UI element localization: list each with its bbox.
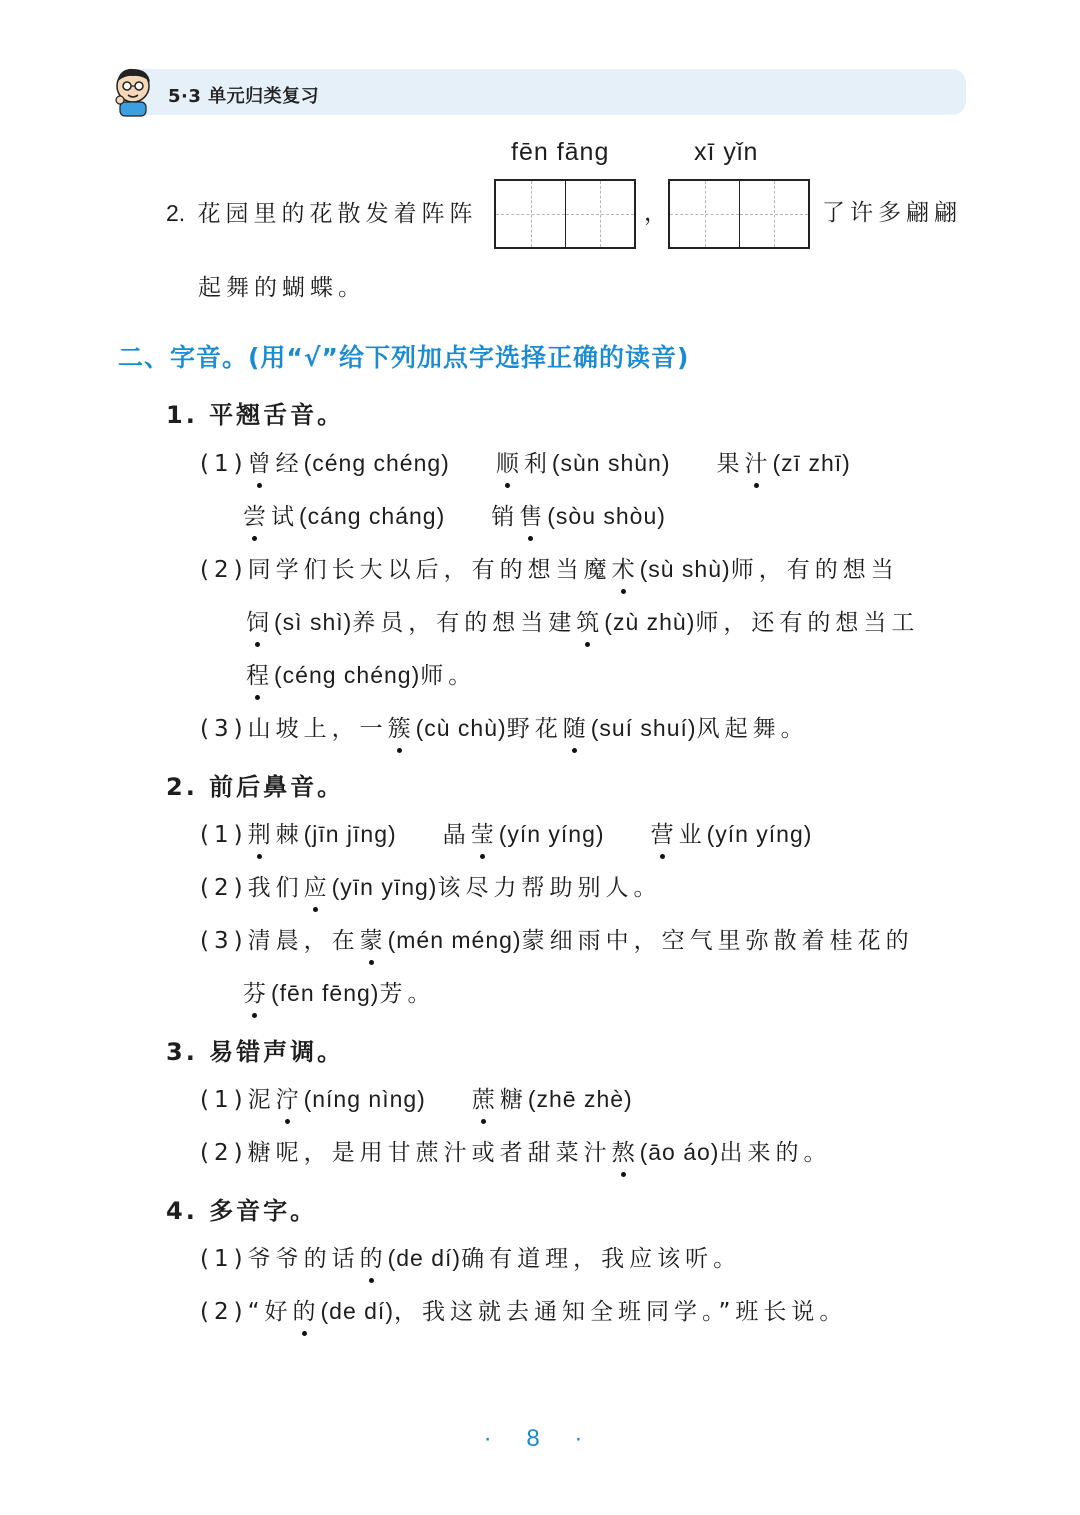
dotted-char: 熬	[611, 1140, 640, 1166]
p2-item3-row2	[243, 978, 435, 1009]
word-char: 晶	[442, 822, 471, 848]
word-char: 利	[523, 451, 552, 477]
p4-item1	[200, 1243, 741, 1274]
p1-item1-row2	[243, 501, 666, 532]
p1-item2-row3	[246, 660, 476, 691]
sentence-text: (3)山坡上，一	[200, 716, 388, 742]
sentence-text: 风起舞。	[696, 716, 809, 742]
item-label: (1)	[200, 822, 248, 848]
sentence-text: (2)糖呢，是用甘蔗汁或者甜菜汁	[200, 1140, 612, 1166]
p1-item1-row1	[200, 448, 851, 479]
dotted-char: 应	[303, 875, 332, 901]
pinyin-choice[interactable]: (zhē zhè)	[527, 1086, 633, 1112]
dotted-char: 营	[650, 822, 679, 848]
sentence-text: 养员，有的想当建	[352, 610, 577, 636]
dotted-char: 芬	[243, 981, 271, 1007]
pinyin-hint-2: xī yǐn	[694, 138, 759, 166]
sentence-text: 确有道理，我应该听。	[461, 1246, 742, 1272]
dotted-char: 尝	[243, 504, 271, 530]
pinyin-choice[interactable]: (yīn yīng)	[331, 874, 438, 900]
pinyin-choice[interactable]: (sù shù)	[639, 556, 731, 582]
answer-box-1[interactable]	[494, 179, 636, 249]
pinyin-choice[interactable]: (fēn fēng)	[271, 980, 380, 1006]
word-char: 泥	[247, 1087, 276, 1113]
sentence-text: 野花	[506, 716, 563, 742]
page-number: · 8 ·	[483, 1425, 597, 1452]
pinyin-choice[interactable]: (sùn shùn)	[551, 450, 671, 476]
part4-title: 4. 多音字。	[166, 1197, 318, 1225]
dotted-char: 荆	[247, 822, 276, 848]
p1-item3	[200, 713, 809, 744]
answer-cell[interactable]	[565, 181, 634, 247]
pinyin-choice[interactable]: (de dí)	[387, 1245, 462, 1271]
item-label: (1)	[200, 451, 248, 477]
pinyin-choice[interactable]: (yín yíng)	[706, 821, 813, 847]
sentence-text: 师。	[420, 663, 477, 689]
dotted-char: 泞	[275, 1087, 304, 1113]
pinyin-choice[interactable]: (āo áo)	[639, 1139, 720, 1165]
pinyin-choice[interactable]: (céng chéng)	[303, 450, 450, 476]
pinyin-choice[interactable]: (yín yíng)	[498, 821, 605, 847]
word-char: 棘	[275, 822, 304, 848]
sentence-text: 该尽力帮助别人。	[437, 875, 662, 901]
pinyin-choice[interactable]: (sòu shòu)	[547, 503, 666, 529]
p3-item2	[200, 1137, 831, 1168]
sentence-text: (1)爷爷的话	[200, 1246, 360, 1272]
dotted-char: 曾	[247, 451, 276, 477]
dotted-char: 汁	[744, 451, 773, 477]
pinyin-choice[interactable]: (zī zhī)	[772, 450, 851, 476]
q2-comma: ，	[644, 200, 672, 226]
p3-item1	[200, 1084, 633, 1115]
dotted-char: 筑	[576, 610, 605, 636]
pinyin-choice[interactable]: (de dí)	[320, 1298, 394, 1324]
pinyin-choice[interactable]: (cù chù)	[415, 715, 507, 741]
q2-text-after: 了许多翩翩	[822, 200, 962, 226]
word-char: 果	[716, 451, 745, 477]
dotted-char: 的	[292, 1299, 321, 1325]
sentence-text: 师，还有的想当工	[695, 610, 920, 636]
sentence-text: (2)同学们长大以后，有的想当魔	[200, 557, 612, 583]
part1-title: 1. 平翘舌音。	[166, 401, 345, 429]
sentence-text: (2)我们	[200, 875, 304, 901]
part3-title: 3. 易错声调。	[166, 1038, 345, 1066]
sentence-text: ，我这就去通知全班同学。”班长说。	[393, 1299, 848, 1325]
dotted-char: 术	[611, 557, 640, 583]
pinyin-choice[interactable]: (zù zhù)	[604, 609, 696, 635]
sentence-text: 出来的。	[719, 1140, 832, 1166]
word-char: 糖	[499, 1087, 528, 1113]
q2-line-2: 起舞的蝴蝶。	[198, 275, 366, 301]
dotted-char: 饲	[246, 610, 274, 636]
word-char: 业	[678, 822, 707, 848]
q2-number: 2.	[166, 200, 186, 226]
dotted-char: 顺	[495, 451, 524, 477]
answer-cell[interactable]	[670, 181, 739, 247]
p2-item3-row1	[200, 925, 914, 956]
word-char: 试	[271, 504, 299, 530]
dotted-char: 售	[519, 504, 548, 530]
answer-cell[interactable]	[496, 181, 565, 247]
sentence-text: (3)清晨，在	[200, 928, 360, 954]
p2-item1	[200, 819, 812, 850]
word-char: 销	[491, 504, 520, 530]
answer-box-2[interactable]	[668, 179, 810, 249]
sentence-text: 师，有的想当	[730, 557, 899, 583]
p1-item2-row1	[200, 554, 899, 585]
sentence-text: (2)“好	[200, 1299, 293, 1325]
answer-cell[interactable]	[739, 181, 808, 247]
pinyin-choice[interactable]: (níng nìng)	[303, 1086, 426, 1112]
dotted-char: 蔗	[471, 1087, 500, 1113]
pinyin-choice[interactable]: (sì shì)	[274, 609, 353, 635]
section-title: 二、字音。(用“√”给下列加点字选择正确的读音)	[118, 343, 690, 372]
p2-item2	[200, 872, 661, 903]
dotted-char: 蒙	[359, 928, 388, 954]
item-label: (1)	[200, 1087, 248, 1113]
p4-item2	[200, 1296, 847, 1327]
dotted-char: 程	[246, 663, 274, 689]
p1-item2-row2	[246, 607, 919, 638]
pinyin-choice[interactable]: (suí shuí)	[590, 715, 697, 741]
q2-text-before: 花园里的花散发着阵阵	[197, 201, 478, 227]
q2-line-1	[166, 198, 478, 229]
pinyin-choice[interactable]: (cáng cháng)	[299, 503, 446, 529]
pinyin-choice[interactable]: (céng chéng)	[274, 662, 421, 688]
dotted-char: 随	[562, 716, 591, 742]
word-char: 经	[275, 451, 304, 477]
pinyin-hint-1: fēn fāng	[511, 138, 610, 166]
mascot-icon	[110, 66, 156, 118]
part2-title: 2. 前后鼻音。	[166, 773, 345, 801]
header-title: 5·3 单元归类复习	[168, 86, 320, 107]
dotted-char: 莹	[470, 822, 499, 848]
pinyin-choice[interactable]: (mén méng)	[387, 927, 522, 953]
dotted-char: 的	[359, 1246, 388, 1272]
dotted-char: 簇	[387, 716, 416, 742]
pinyin-choice[interactable]: (jīn jīng)	[303, 821, 397, 847]
sentence-text: 蒙细雨中，空气里弥散着桂花的	[521, 928, 914, 954]
sentence-text: 芳。	[379, 981, 436, 1007]
